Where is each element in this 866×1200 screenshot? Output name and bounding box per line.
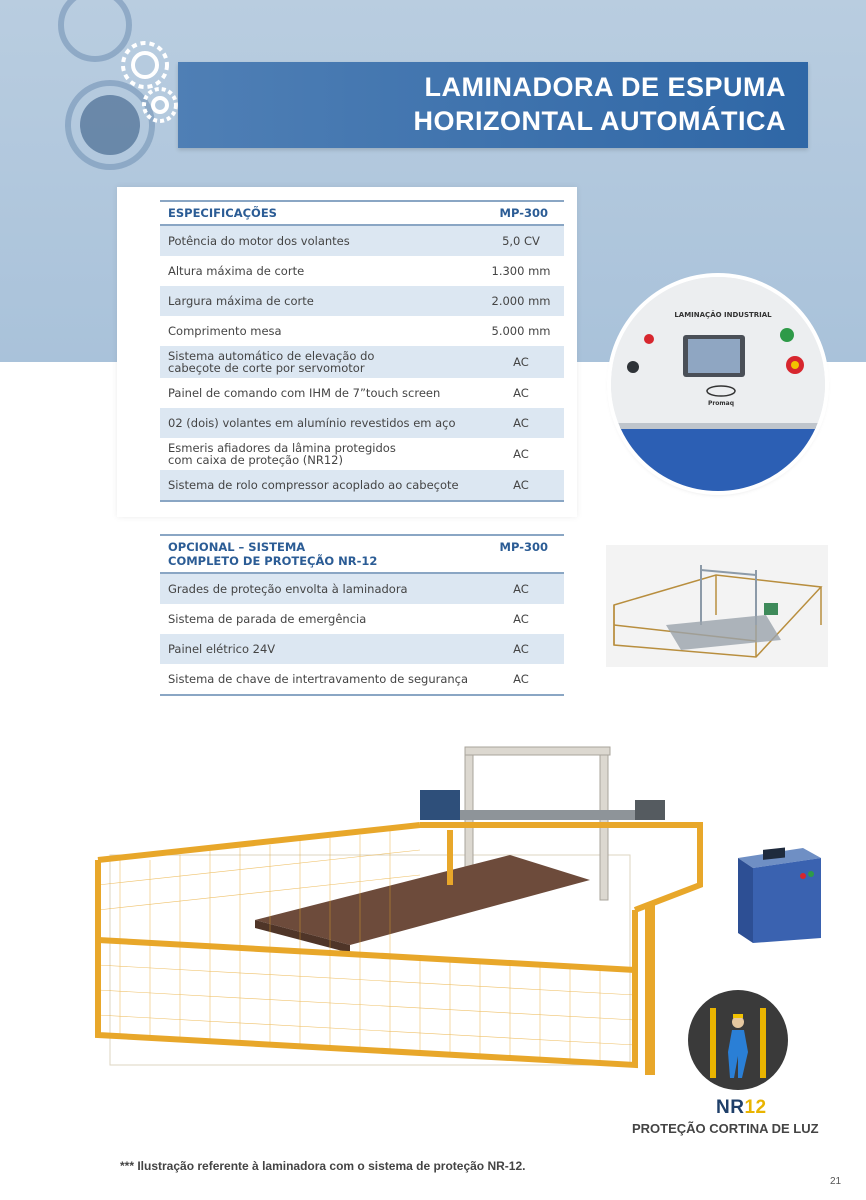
row-value: AC <box>478 408 564 438</box>
row-value: AC <box>513 447 529 461</box>
table-row <box>160 604 564 634</box>
table-row <box>160 346 564 378</box>
row-value: AC <box>478 346 564 378</box>
table-header-row <box>160 535 564 573</box>
table-row <box>160 664 564 695</box>
title-line-2: HORIZONTAL AUTOMÁTICA <box>413 106 786 136</box>
row-label: Sistema de rolo compressor acoplado ao cabeçote <box>160 470 478 501</box>
footnote: *** Ilustração referente à laminadora com o sistema de proteção NR-12. <box>120 1159 526 1173</box>
row-label: 02 (dois) volantes em alumínio revestidos em aço <box>160 408 478 438</box>
row-label-line-1: Sistema automático de elevação do <box>168 349 375 363</box>
table-row <box>160 634 564 664</box>
row-label: Potência do motor dos volantes <box>160 225 478 256</box>
row-label: Sistema de parada de emergência <box>168 612 367 626</box>
table-row <box>160 316 564 346</box>
row-value: AC <box>513 612 529 626</box>
table-row <box>160 286 564 316</box>
row-value: AC <box>478 664 564 695</box>
brand-text: Promaq <box>707 400 735 407</box>
row-label <box>160 346 478 378</box>
row-label: Painel elétrico 24V <box>160 634 478 664</box>
row-label-line-2: com caixa de proteção (NR12) <box>168 453 343 467</box>
optional-table <box>160 534 564 696</box>
nr12-caption: PROTEÇÃO CORTINA DE LUZ <box>632 1121 819 1136</box>
nr12-prefix: NR <box>716 1097 745 1118</box>
specifications-table <box>160 200 564 502</box>
row-label-line-2: cabeçote de corte por servomotor <box>168 361 365 375</box>
optional-header-line-2: COMPLETO DE PROTEÇÃO NR-12 <box>168 554 378 568</box>
title-line-1: LAMINADORA DE ESPUMA <box>424 72 786 102</box>
nr12-label <box>716 1097 767 1119</box>
title-banner <box>178 62 808 148</box>
spec-header-model: MP-300 <box>478 201 564 225</box>
control-console-illustration <box>733 838 823 948</box>
table-row <box>160 573 564 604</box>
row-value: 2.000 mm <box>478 286 564 316</box>
row-value: AC <box>478 470 564 501</box>
row-value: AC <box>478 634 564 664</box>
control-panel-illustration <box>611 277 825 491</box>
table-row <box>160 438 564 470</box>
row-label-line-1: Esmeris afiadores da lâmina protegidos <box>168 441 396 455</box>
table-header-row <box>160 201 564 225</box>
row-label: Sistema de chave de intertravamento de segurança <box>160 664 478 695</box>
table-row <box>160 225 564 256</box>
row-value: 5.000 mm <box>491 324 551 338</box>
row-label: Altura máxima de corte <box>168 264 305 278</box>
row-label: Comprimento mesa <box>168 324 282 338</box>
row-value: AC <box>478 573 564 604</box>
row-label <box>160 438 478 470</box>
table-row <box>160 408 564 438</box>
worker-icon <box>688 990 788 1090</box>
row-label: Painel de comando com IHM de 7”touch screen <box>168 386 441 400</box>
spec-header-label: ESPECIFICAÇÕES <box>160 201 478 225</box>
nr12-number: 12 <box>744 1097 767 1118</box>
table-row <box>160 256 564 286</box>
table-row <box>160 378 564 408</box>
row-label: Grades de proteção envolta à laminadora <box>160 573 478 604</box>
optional-header-model: MP-300 <box>478 535 564 573</box>
optional-header-line-1: OPCIONAL – SISTEMA <box>168 540 306 554</box>
row-value: AC <box>513 386 529 400</box>
row-value: 5,0 CV <box>478 225 564 256</box>
table-row <box>160 470 564 501</box>
laminating-machine-illustration <box>90 735 710 1085</box>
page-number: 21 <box>830 1176 842 1187</box>
nr12-light-curtain-badge <box>688 990 788 1090</box>
optional-header-label <box>160 535 478 573</box>
panel-title-text: LAMINAÇÃO INDUSTRIAL <box>674 311 772 319</box>
row-value: 1.300 mm <box>491 264 551 278</box>
control-panel-photo <box>611 277 825 491</box>
protection-fence-photo <box>606 545 828 667</box>
row-label: Largura máxima de corte <box>160 286 478 316</box>
